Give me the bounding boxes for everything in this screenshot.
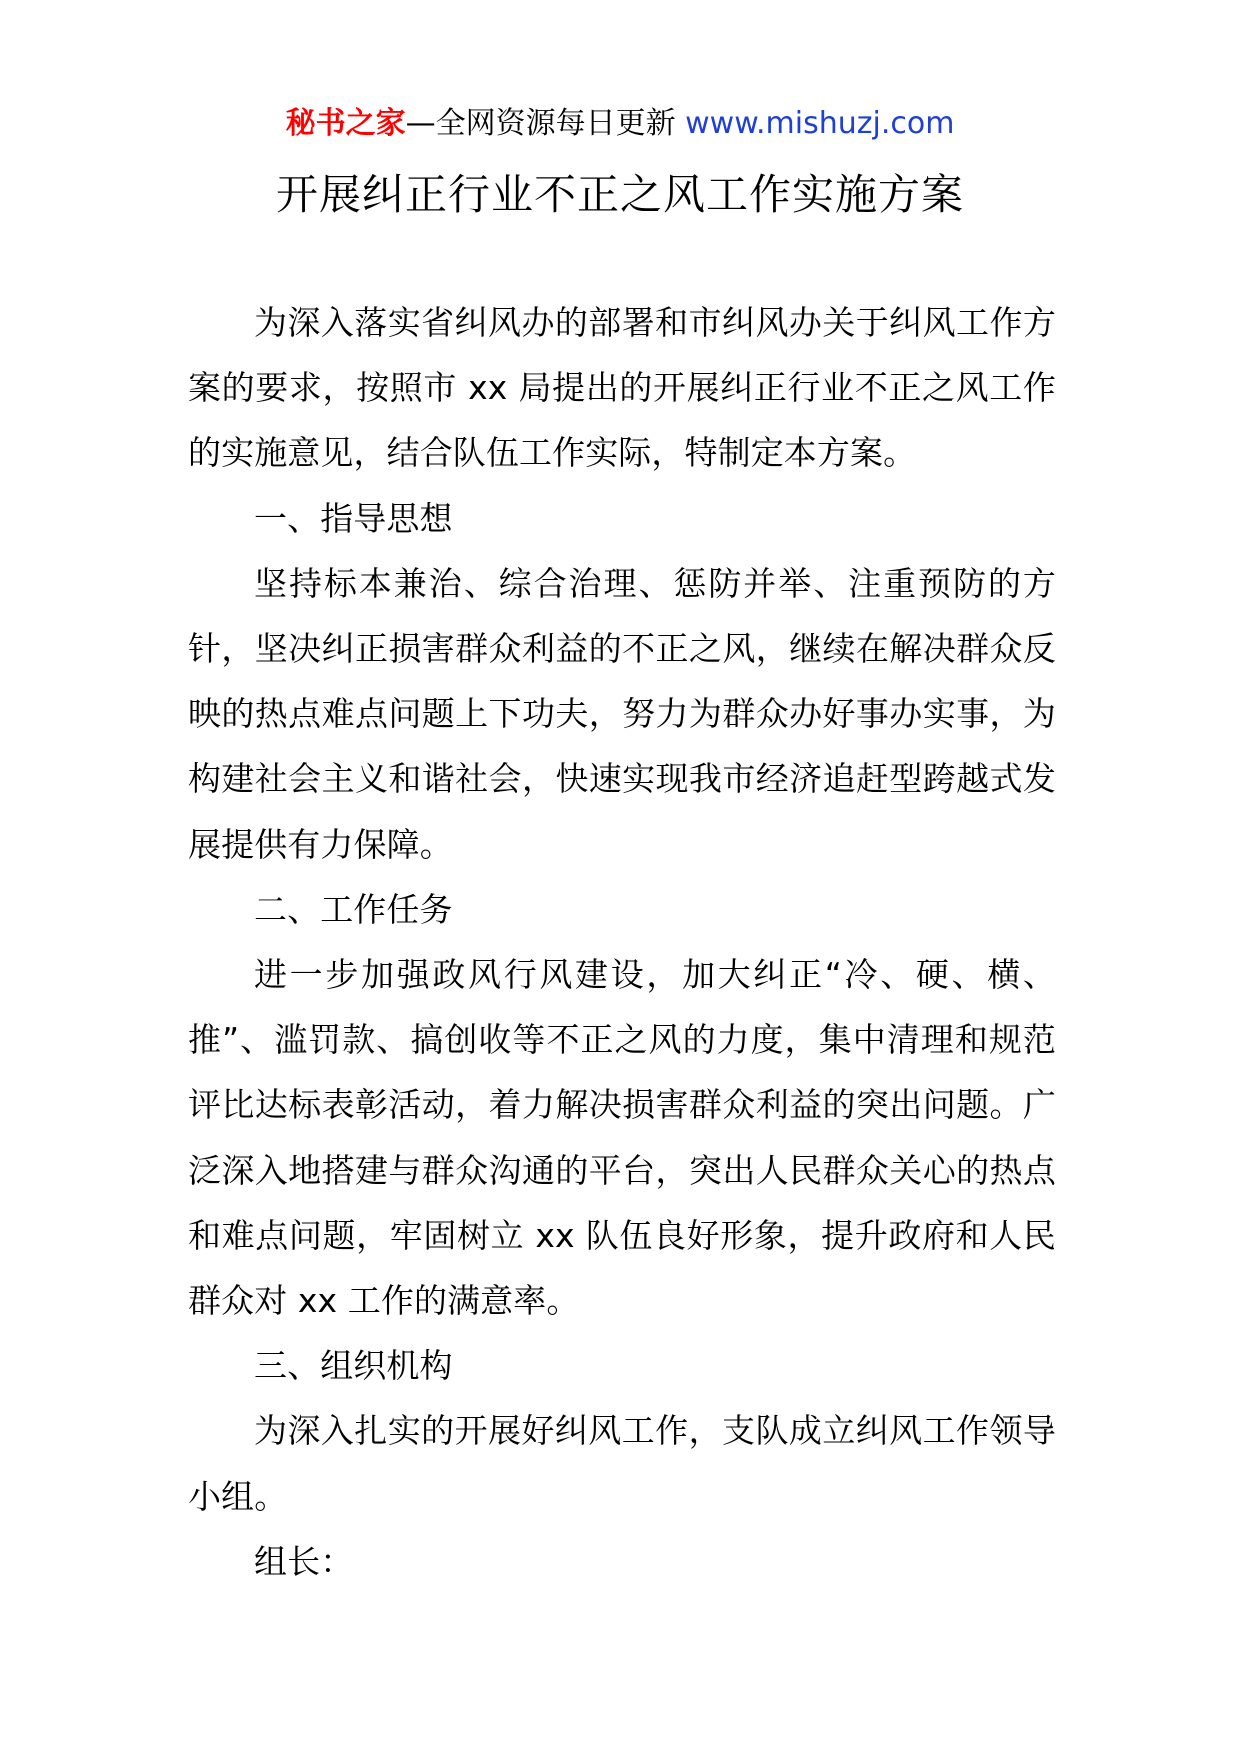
guiding-ideology-paragraph: 坚持标本兼治、综合治理、惩防并举、注重预防的方针，坚决纠正损害群众利益的不正之风，继续在解决群众反映的热点难点问题上下功夫，努力为群众办好事办实事，为构建社会主义和谐社会，快速实现我市经济追赶型跨越式发展提供有力保障。 xyxy=(188,563,1056,864)
document-title: 开展纠正行业不正之风工作实施方案 xyxy=(275,170,964,219)
site-brand: 秘书之家 xyxy=(285,106,406,141)
work-tasks-paragraph: 进一步加强政风行风建设，加大纠正“冷、硬、横、推”、滥罚款、搞创收等不正之风的力度，集中清理和规范评比达标表彰活动，着力解决损害群众利益的突出问题。广泛深入地搭建与群众沟通的平台，突出人民群众关心的热点和难点问题，牢固树立 xx 队伍良好形象，提升政府和人民群众对 xx 工作的满意率。 xyxy=(188,955,1056,1321)
site-header xyxy=(0,102,1240,146)
site-tagline: —全网资源每日更新 xyxy=(405,106,686,141)
section-heading-guiding-ideology: 一、指导思想 xyxy=(254,498,453,538)
organization-paragraph: 为深入扎实的开展好纠风工作，支队成立纠风工作领导小组。 xyxy=(188,1411,1056,1516)
group-leader-line: 组长： xyxy=(254,1541,354,1581)
intro-paragraph: 为深入落实省纠风办的部署和市纠风办关于纠风工作方案的要求，按照市 xx 局提出的开展纠正行业不正之风工作的实施意见，结合队伍工作实际，特制定本方案。 xyxy=(188,303,1056,473)
section-heading-work-tasks: 二、工作任务 xyxy=(254,889,453,929)
site-url-link[interactable]: www.mishuzj.com xyxy=(685,106,955,141)
section-heading-organization: 三、组织机构 xyxy=(254,1346,453,1386)
document-body xyxy=(188,290,1056,1594)
